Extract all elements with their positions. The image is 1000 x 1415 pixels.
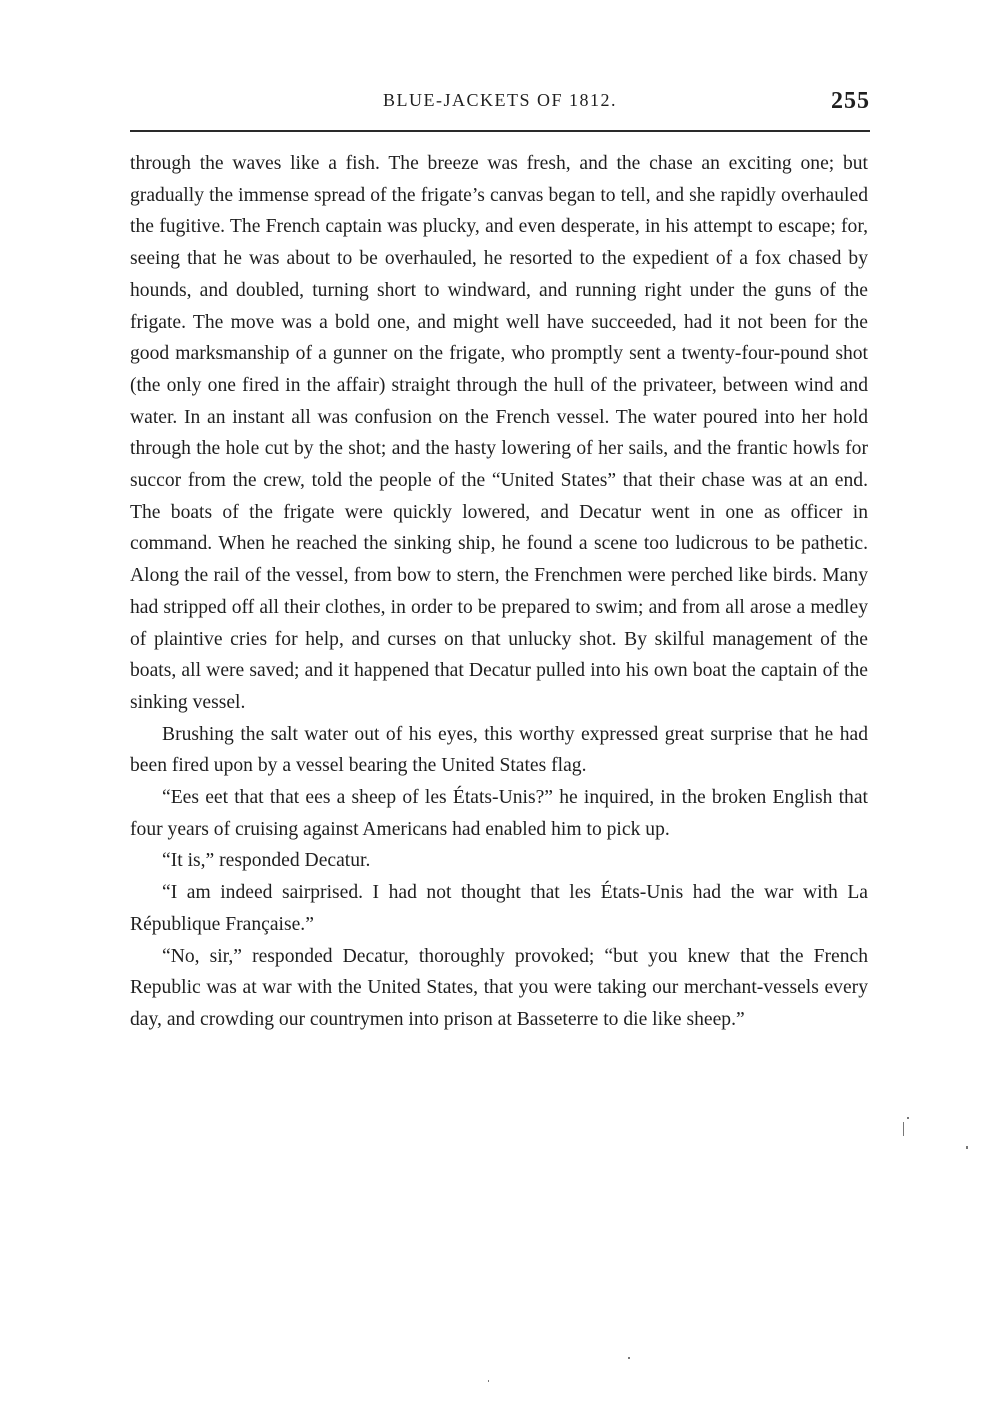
scan-mark <box>907 1117 909 1119</box>
header-rule <box>130 130 870 132</box>
page-number: 255 <box>831 88 870 114</box>
page-header <box>130 88 870 118</box>
paragraph: “Ees eet that that ees a sheep of les États-Unis?” he inquired, in the broken English that four years of cruising against Americans had enabled him to pick up. <box>130 787 868 840</box>
paragraph: Brushing the salt water out of his eyes, this worthy expressed great surprise that he had been fired upon by a vessel bearing the United States flag. <box>130 723 868 777</box>
running-title: BLUE-JACKETS OF 1812. <box>382 90 617 110</box>
paragraph: “I am indeed sairprised. I had not thought that les États-Unis had the war with La République Française.” <box>130 882 868 935</box>
paragraph: “It is,” responded Decatur. <box>162 850 371 872</box>
scan-mark <box>628 1357 630 1359</box>
scan-mark <box>903 1122 904 1136</box>
paragraph-continued: through the waves like a fish. The breeze was fresh, and the chase an exciting one; but gradually the immense spread of the frigate’s canvas began to tell, and she rapidly overhauled the fugitive. The French captain was plucky, and even desperate, in his attempt to escape; for, seeing that he was about to be overhauled, he resorted to the expedient of a fox chased by hounds, and doubled, turning short to windward, and running right under the guns of the frigate. The move was a bold one, and might well have succeeded, had it not been for the good marksmanship of a gunner on the frigate, who promptly sent a twenty-four-pound shot (the only one fired in the affair) straight through the hull of the privateer, between wind and water. In an instant all was confusion on the French vessel. The water poured into her hold through the hole cut by the shot; and the hasty lowering of her sails, and the frantic howls for succor from the crew, told the people of the “United States” that their chase was at an end. The boats of the frigate were quickly lowered, and Decatur went in one as officer in command. When he reached the sinking ship, he found a scene too ludicrous to be pathetic. Along the rail of the vessel, from bow to stern, the Frenchmen were perched like birds. Many had stripped off all their clothes, in order to be prepared to swim; and from all arose a medley of plaintive cries for help, and curses on that unlucky shot. By skilful management of the boats, all were saved; and it happened that Decatur pulled into his own boat the captain of the sinking vessel. <box>130 153 868 713</box>
body-text <box>130 148 868 1036</box>
scan-mark <box>488 1380 489 1382</box>
scan-mark <box>966 1146 968 1149</box>
paragraph: “No, sir,” responded Decatur, thoroughly provoked; “but you knew that the French Republic was at war with the United States, that you were taking our merchant-vessels every day, and crowding our countrymen into prison at Basseterre to die like sheep.” <box>130 945 868 1030</box>
